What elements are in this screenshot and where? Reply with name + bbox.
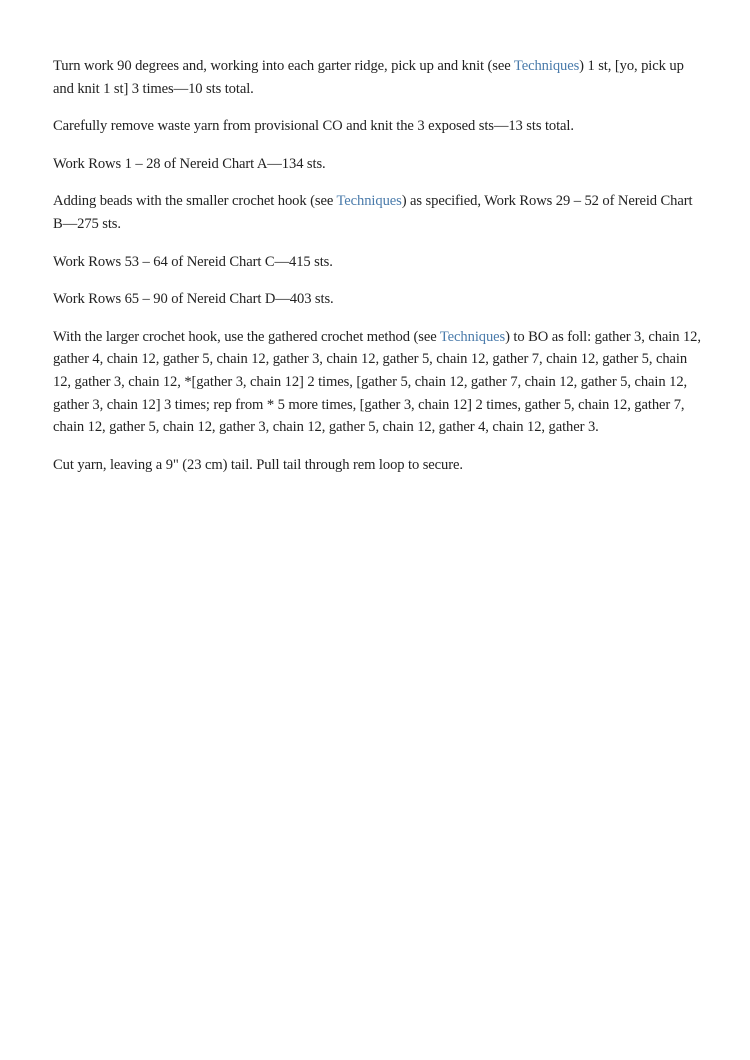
paragraph-5 (53, 251, 701, 274)
techniques-link[interactable]: Techniques (439, 328, 506, 345)
paragraph-2 (53, 115, 701, 138)
text-segment: ) to BO as foll: gather 3, chain 12, gather 4, chain 12, gather 5, chain 12, gather 3, chain 12, gather 5, chain 12, gather 7, chain 12, gather 5, chain 12, gather 3, chain 12, *[gather 3, chain 12] 2 times, [gather 5, chain 12, gather 7, chain 12, gather 5, chain 12, gather 3, chain 12] 3 times; rep from * 5 more times, [gather 3, chain 12] 2 times, gather 5, chain 12, gather 7, chain 12, gather 5, chain 12, gather 3, chain 12, gather 5, chain 12, gather 4, chain 12, gather 3. (53, 328, 701, 436)
text-segment: Adding beads with the smaller crochet hook (see (53, 193, 337, 210)
text-segment: ) 1 st, [yo, pick up and knit 1 st] 3 times—10 sts total. (53, 58, 684, 97)
text-segment: Cut yarn, leaving a 9" (23 cm) tail. Pull tail through rem loop to secure. (53, 456, 463, 473)
document-body (53, 55, 701, 491)
paragraph-6 (53, 288, 701, 311)
paragraph-7 (53, 326, 701, 439)
text-segment: Turn work 90 degrees and, working into each garter ridge, pick up and knit (see (53, 58, 514, 74)
text-segment: Work Rows 65 – 90 of Nereid Chart D—403 sts. (53, 291, 334, 308)
text-segment: Work Rows 53 – 64 of Nereid Chart C—415 sts. (53, 253, 333, 270)
paragraph-1 (53, 55, 701, 100)
paragraph-8 (53, 454, 701, 477)
paragraph-3 (53, 153, 701, 176)
techniques-link[interactable]: Techniques (336, 193, 402, 210)
text-segment: Work Rows 1 – 28 of Nereid Chart A—134 sts. (53, 155, 326, 172)
techniques-link[interactable]: Techniques (513, 58, 580, 74)
text-segment: Carefully remove waste yarn from provisional CO and knit the 3 exposed sts—13 sts total. (53, 118, 574, 135)
paragraph-4 (53, 190, 701, 235)
text-segment: With the larger crochet hook, use the gathered crochet method (see (53, 328, 440, 345)
text-segment: ) as specified, Work Rows 29 – 52 of Nereid Chart B—275 sts. (53, 193, 693, 232)
